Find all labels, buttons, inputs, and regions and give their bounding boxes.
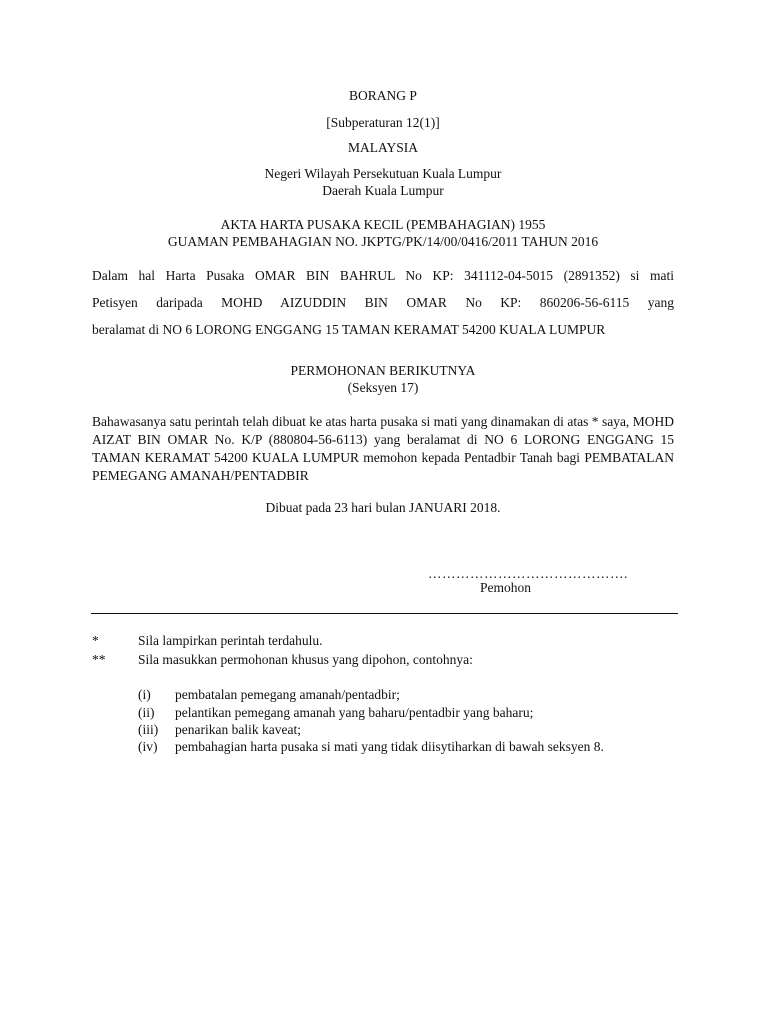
country-heading: MALAYSIA bbox=[347, 140, 418, 155]
example-number: (i) bbox=[138, 687, 151, 702]
example-text: pembatalan pemegang amanah/pentadbir; bbox=[175, 687, 400, 702]
application-body: Bahawasanya satu perintah telah dibuat ke atas harta pusaka si mati yang dinamakan di atas * saya, MOHD AIZAT BIN OMAR No. K/P (880804-56-6113) yang beralamat di NO 6 LORONG ENGGANG 15 TAMAN KERAMAT 54200 KUALA LUMPUR memohon kepada Pentadbir Tanah bagi PEMBATALAN PEMEGANG AMANAH/PENTADBIR bbox=[92, 414, 674, 483]
act-heading: AKTA HARTA PUSAKA KECIL (PEMBAHAGIAN) 1955 bbox=[220, 217, 546, 232]
regulation-reference: [Subperaturan 12(1)] bbox=[326, 115, 440, 130]
petition-line: Petisyen daripada MOHD AIZUDDIN BIN OMAR No KP: 860206-56-6115 yang bbox=[92, 295, 674, 310]
example-text: penarikan balik kaveat; bbox=[175, 722, 301, 737]
example-number: (ii) bbox=[138, 705, 155, 720]
form-title: BORANG P bbox=[349, 88, 417, 103]
case-number: GUAMAN PEMBAHAGIAN NO. JKPTG/PK/14/00/0416/2011 TAHUN 2016 bbox=[167, 234, 599, 249]
address-line: beralamat di NO 6 LORONG ENGGANG 15 TAMAN KERAMAT 54200 KUALA LUMPUR bbox=[92, 322, 606, 337]
example-number: (iii) bbox=[138, 722, 159, 737]
application-title: PERMOHONAN BERIKUTNYA bbox=[290, 363, 476, 378]
footnote-mark: * bbox=[92, 633, 99, 648]
signature-label: Pemohon bbox=[480, 580, 532, 595]
example-text: pelantikan pemegang amanah yang baharu/pentadbir yang baharu; bbox=[175, 705, 534, 720]
footnote-mark: ** bbox=[92, 652, 106, 667]
application-section: (Seksyen 17) bbox=[347, 380, 419, 395]
signature-line: ……………………………………. bbox=[428, 566, 628, 581]
estate-line: Dalam hal Harta Pusaka OMAR BIN BAHRUL No KP: 341112-04-5015 (2891352) si mati bbox=[92, 268, 674, 283]
date-line: Dibuat pada 23 hari bulan JANUARI 2018. bbox=[265, 500, 501, 515]
footnote-text: Sila masukkan permohonan khusus yang dipohon, contohnya: bbox=[138, 652, 473, 667]
footnote-text: Sila lampirkan perintah terdahulu. bbox=[138, 633, 323, 648]
state-heading: Negeri Wilayah Persekutuan Kuala Lumpur bbox=[264, 166, 502, 181]
example-text: pembahagian harta pusaka si mati yang tidak diisytiharkan di bawah seksyen 8. bbox=[175, 739, 604, 754]
district-heading: Daerah Kuala Lumpur bbox=[322, 183, 444, 198]
example-number: (iv) bbox=[138, 739, 158, 754]
divider bbox=[91, 613, 678, 614]
